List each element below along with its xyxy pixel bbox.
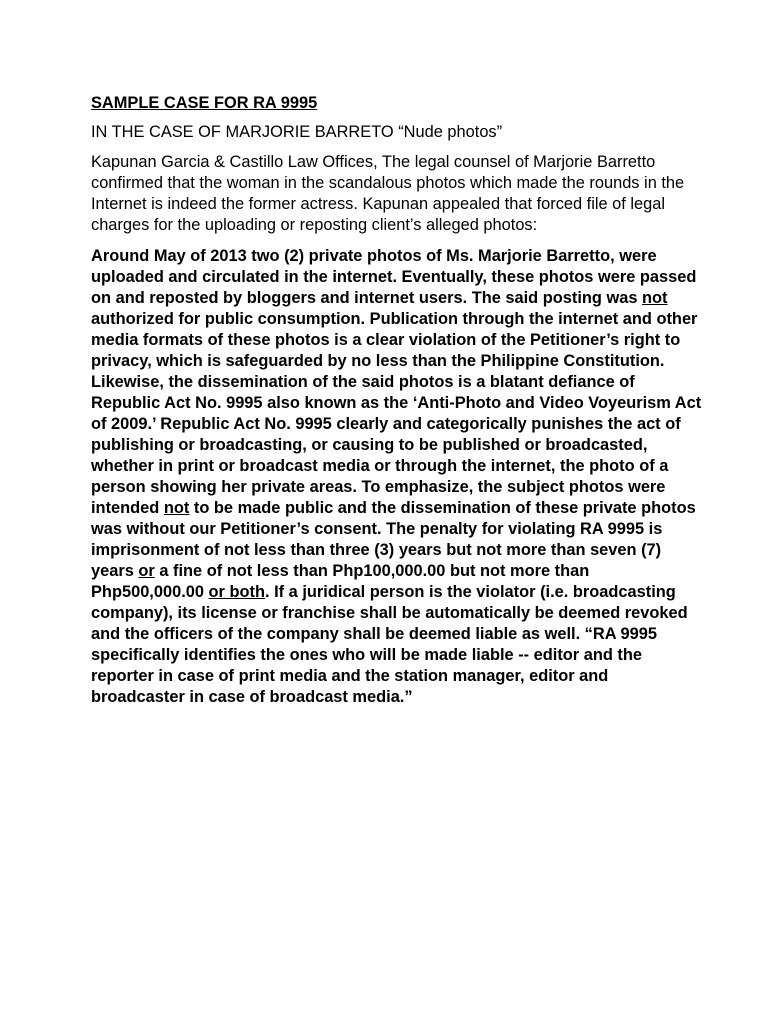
document-title: SAMPLE CASE FOR RA 9995 <box>91 94 318 112</box>
underlined-or-both: or both <box>208 583 265 601</box>
paragraph-legal-counsel: Kapunan Garcia & Castillo Law Offices, The legal counsel of Marjorie Barretto confirmed that the woman in the scandalous photos which made the rounds in the Internet is indeed the former actress. Kapunan appealed that forced file of legal charges for the uploading or reposting client’s alleged photos: <box>91 153 685 234</box>
underlined-or: or <box>138 562 155 580</box>
text-segment: Around May of 2013 two (2) private photos of Ms. Marjorie Barretto, were uploaded and circulated in the internet. Eventually, these photos were passed on and reposted by bloggers and internet users. The said posting was <box>91 247 697 307</box>
paragraph-case-details <box>91 246 703 708</box>
text-segment: . If a juridical person is the violator (i.e. broadcasting company), its license or franchise shall be automatically be deemed revoked and the officers of the company shall be deemed liable as well. “RA 9995 specifically identifies the ones who will be made liable -- editor and the reporter in case of print media and the station manager, editor and broadcaster in case of broadcast media.” <box>91 583 688 706</box>
case-subtitle: IN THE CASE OF MARJORIE BARRETO “Nude photos” <box>91 123 503 141</box>
text-segment: authorized for public consumption. Publication through the internet and other media formats of these photos is a clear violation of the Petitioner’s right to privacy, which is safeguarded by no less than the Philippine Constitution. Likewise, the dissemination of the said photos is a blatant defiance of Republic Act No. 9995 also known as the ‘Anti-Photo and Video Voyeurism Act of 2009.’ Republic Act No. 9995 clearly and categorically punishes the act of publishing or broadcasting, or causing to be published or broadcasted, whether in print or broadcast media or through the internet, the photo of a person showing her private areas. To emphasize, the subject photos were intended <box>91 310 702 517</box>
text-segment: a fine of not less than Php100,000.00 but not more than Php500,000.00 <box>91 562 590 601</box>
document-page <box>91 93 703 718</box>
text-segment: to be made public and the dissemination of these private photos was without our Petitioner’s consent. The penalty for violating RA 9995 is imprisonment of not less than three (3) years but not more than seven (7) years <box>91 499 696 580</box>
underlined-not: not <box>163 499 190 517</box>
underlined-not: not <box>642 289 668 307</box>
